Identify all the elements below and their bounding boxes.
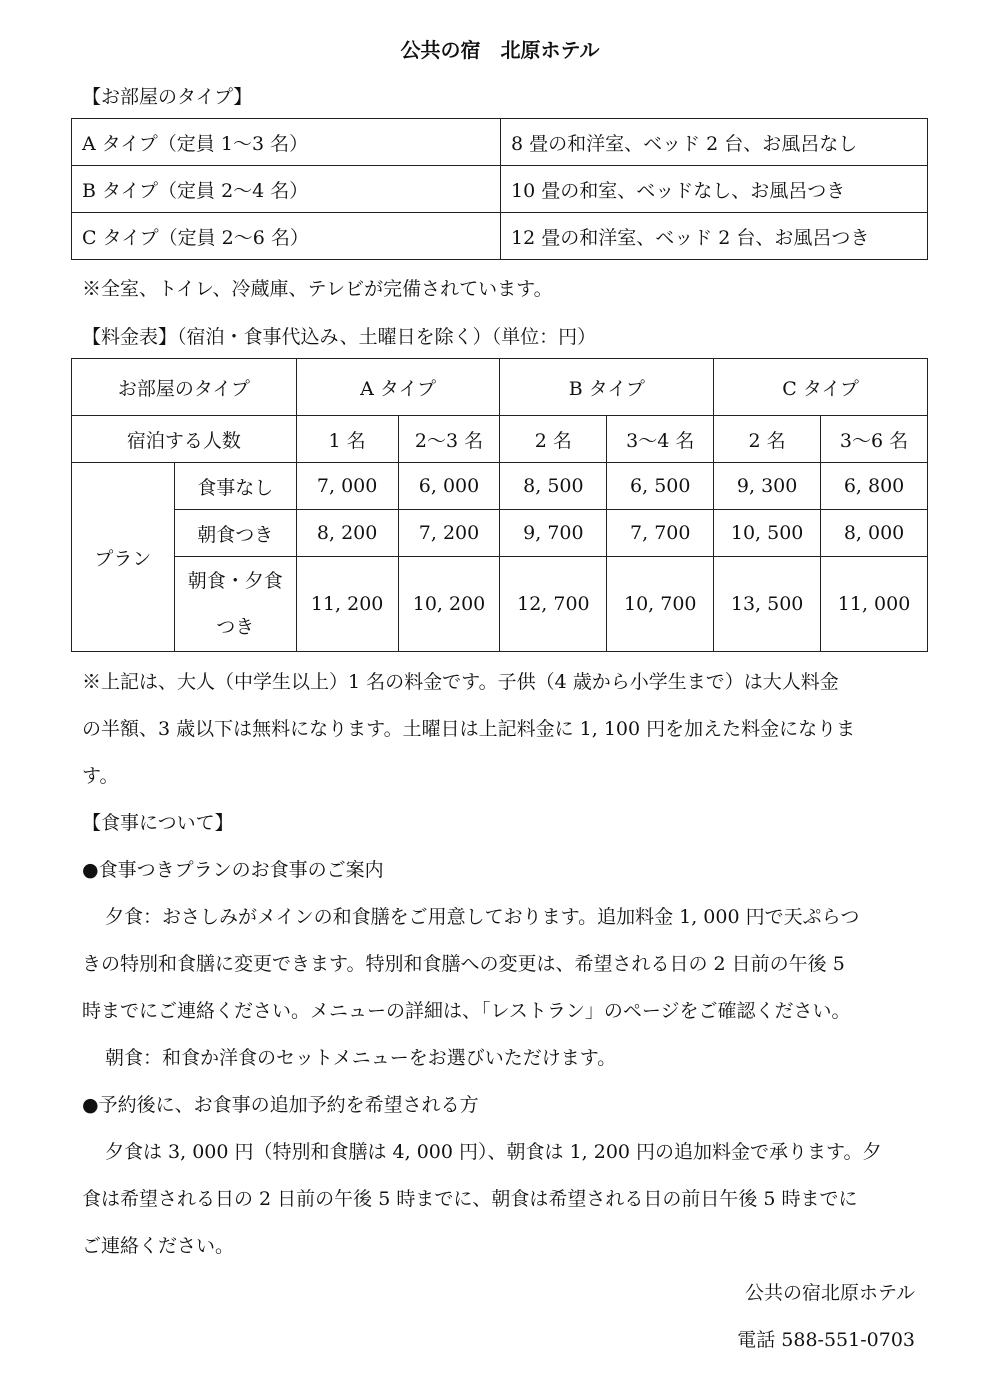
price-cell: 8, 200 [296,510,398,557]
price-table [71,358,928,652]
price-cell: 6, 000 [398,463,500,510]
plan-name-cell: 朝食つき [174,510,296,557]
room-types-table [71,118,928,260]
price-cell: 8, 500 [500,463,607,510]
price-cell: 7, 700 [607,510,714,557]
table-row [72,359,928,416]
table-row [72,119,928,166]
price-cell: 6, 500 [607,463,714,510]
type-a-header: A タイプ [296,359,500,416]
price-cell: 12, 700 [500,557,607,652]
room-type-cell: C タイプ（定員 2〜6 名） [72,213,501,260]
meal-plan-line: 時までにご連絡ください。メニューの詳細は、「レストラン」のページをご確認ください。 [82,1000,851,1022]
price-note-line: ※上記は、大人（中学生以上）1 名の料金です。子供（4 歳から小学生まで）は大人料金 [82,671,839,693]
additional-meal-line: 夕食は 3, 000 円（特別和食膳は 4, 000 円）、朝食は 1, 200 円の追加料金で承ります。夕 [105,1141,882,1163]
plan-name-line: つき [216,616,255,638]
type-b-header: B タイプ [500,359,714,416]
plan-header: プラン [72,463,175,652]
price-cell: 6, 800 [821,463,928,510]
type-c-header: C タイプ [714,359,928,416]
price-cell: 10, 700 [607,557,714,652]
meal-plan-line: 朝食：和食か洋食のセットメニューをお選びいただけます。 [105,1047,617,1069]
guest-count-cell: 1 名 [296,416,398,463]
room-desc-cell: 8 畳の和洋室、ベッド 2 台、お風呂なし [501,119,928,166]
page-title: 公共の宿 北原ホテル [400,38,600,62]
table-row [72,213,928,260]
price-note-line: の半額、3 歳以下は無料になります。土曜日は上記料金に 1, 100 円を加えた料金になりま [82,718,856,740]
guests-header: 宿泊する人数 [72,416,297,463]
guest-count-cell: 2〜3 名 [398,416,500,463]
room-desc-cell: 12 畳の和洋室、ベッド 2 台、お風呂つき [501,213,928,260]
table-row [72,510,928,557]
price-cell: 13, 500 [714,557,821,652]
price-cell: 8, 000 [821,510,928,557]
price-note-line: す。 [82,765,119,787]
price-cell: 9, 700 [500,510,607,557]
plan-name-cell: 食事なし [174,463,296,510]
price-cell: 11, 000 [821,557,928,652]
price-cell: 9, 300 [714,463,821,510]
plan-name-line: 朝食・夕食 [187,570,283,592]
additional-meal-line: 食は希望される日の 2 日前の午後 5 時までに、朝食は希望される日の前日午後 5 時までに [82,1188,858,1210]
meal-plan-title: ●食事つきプランのお食事のご案内 [82,859,384,881]
table-row [72,416,928,463]
plan-name-cell [174,557,296,652]
guest-count-cell: 2 名 [714,416,821,463]
guest-count-cell: 3〜6 名 [821,416,928,463]
table-row [72,463,928,510]
additional-meal-title: ●予約後に、お食事の追加予約を希望される方 [82,1094,479,1116]
guest-count-cell: 3〜4 名 [607,416,714,463]
room-type-cell: A タイプ（定員 1〜3 名） [72,119,501,166]
meals-heading: 【食事について】 [82,812,234,834]
footer-phone: 電話 588-551-0703 [737,1329,915,1351]
table-row [72,557,928,652]
room-types-heading: 【お部屋のタイプ】 [82,86,253,108]
guest-count-cell: 2 名 [500,416,607,463]
price-cell: 7, 000 [296,463,398,510]
room-type-header: お部屋のタイプ [72,359,297,416]
room-types-note: ※全室、トイレ、冷蔵庫、テレビが完備されています。 [82,278,553,300]
price-cell: 10, 200 [398,557,500,652]
price-cell: 7, 200 [398,510,500,557]
table-row [72,166,928,213]
meal-plan-line: 夕食：おさしみがメインの和食膳をご用意しております。追加料金 1, 000 円で天ぷらつ [105,906,860,928]
meal-plan-line: きの特別和食膳に変更できます。特別和食膳への変更は、希望される日の 2 日前の午後 5 [82,953,845,975]
price-table-heading: 【料金表】（宿泊・食事代込み、土曜日を除く）（単位：円） [82,326,597,348]
additional-meal-line: ご連絡ください。 [82,1235,235,1257]
room-desc-cell: 10 畳の和室、ベッドなし、お風呂つき [501,166,928,213]
price-cell: 10, 500 [714,510,821,557]
room-type-cell: B タイプ（定員 2〜4 名） [72,166,501,213]
footer-hotel-name: 公共の宿北原ホテル [744,1282,915,1304]
price-cell: 11, 200 [296,557,398,652]
